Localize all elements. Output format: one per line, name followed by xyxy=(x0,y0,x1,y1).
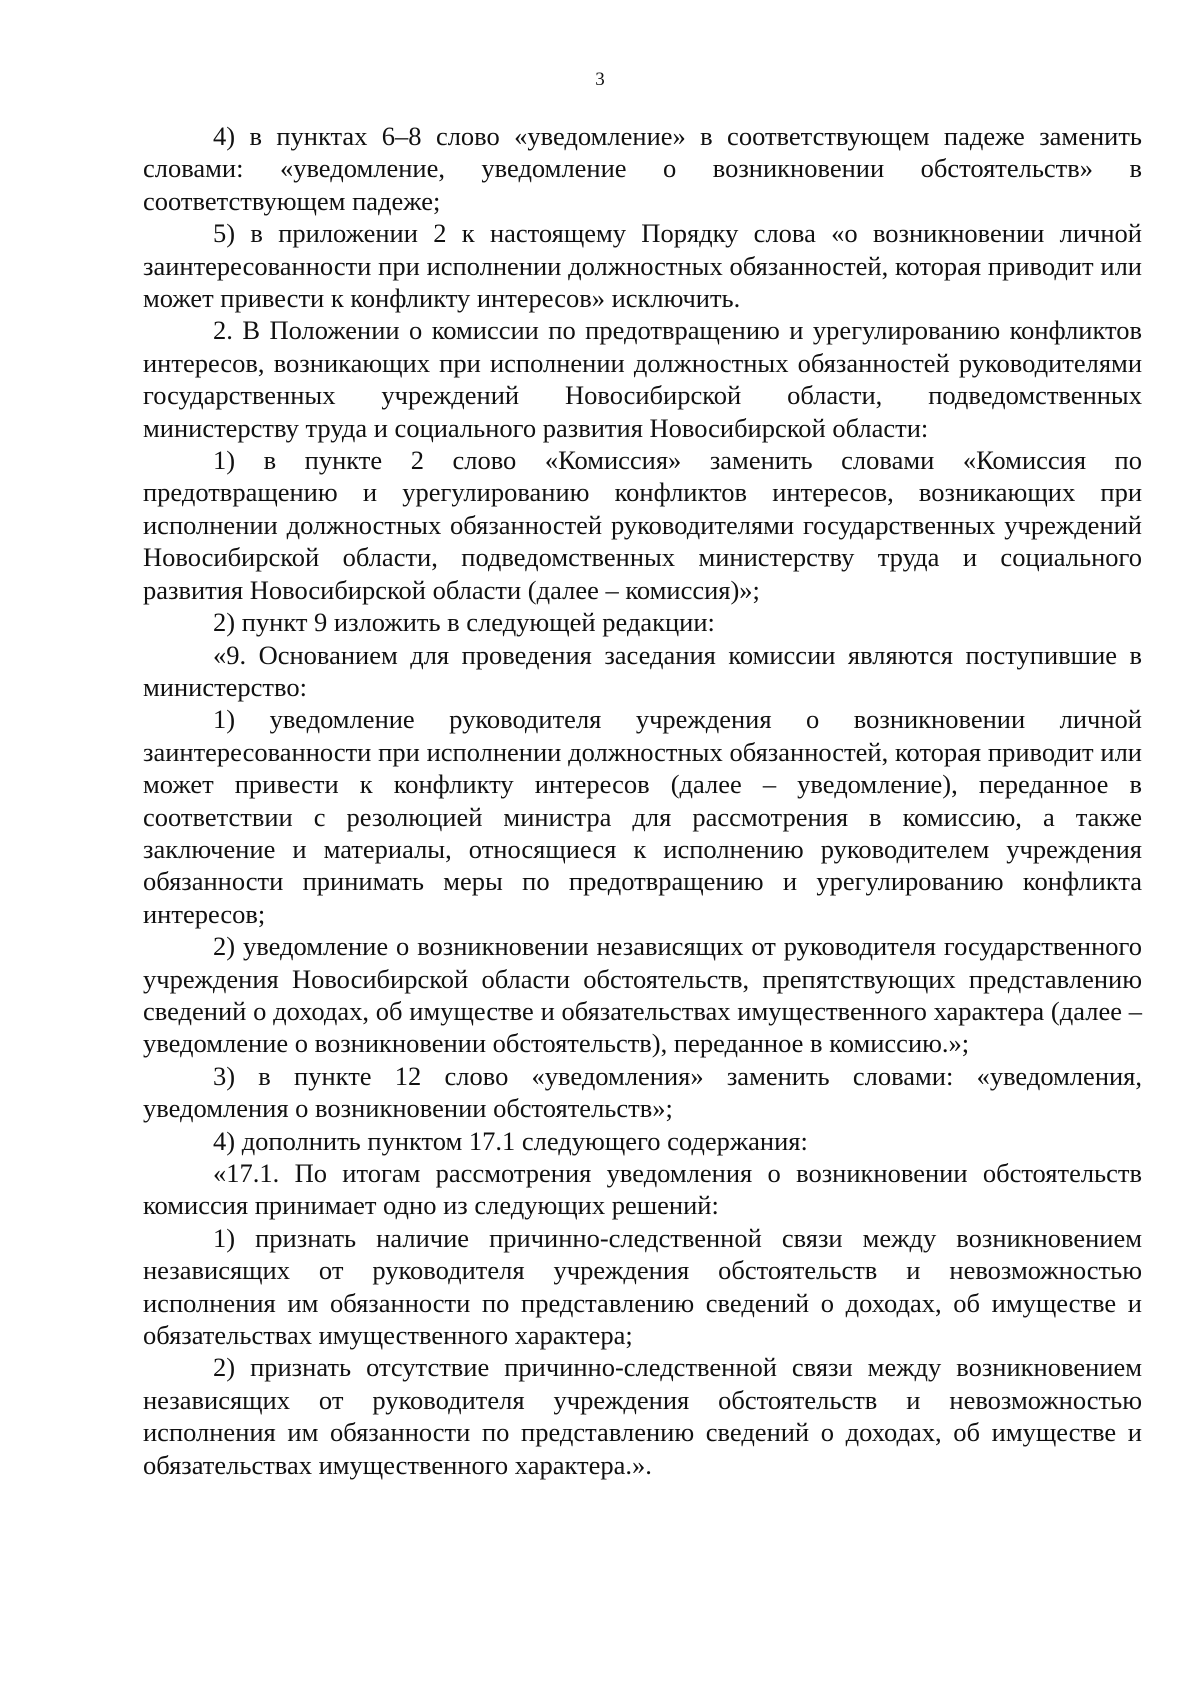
paragraph-item-4: 4) в пунктах 6–8 слово «уведомление» в соответствующем падеже заменить словами: «уведомление, уведомление о возникновении обстоятельств» в соответствующем падеже; xyxy=(143,121,1142,216)
document-body xyxy=(143,120,1142,1481)
paragraph-clause-17-1-item-1: 1) признать наличие причинно-следственной связи между возникновением независящих от руководителя учреждения обстоятельств и невозможностью исполнения им обязанности по представлению сведений о доходах, об имуществе и обязательствах имущественного характера; xyxy=(143,1222,1142,1351)
paragraph-subitem-1: 1) в пункте 2 слово «Комиссия» заменить словами «Комиссия по предотвращению и урегулированию конфликтов интересов, возникающих при исполнении должностных обязанностей руководителями государственных учреждений Новосибирской области, подведомственных министерству труда и социального развития Новосибирской области (далее – комиссия)»; xyxy=(143,445,1142,605)
paragraph-item-5: 5) в приложении 2 к настоящему Порядку слова «о возникновении личной заинтересованности при исполнении должностных обязанностей, которая приводит или может привести к конфликту интересов» исключить. xyxy=(143,218,1142,314)
paragraph-clause-9-item-1: 1) уведомление руководителя учреждения о возникновении личной заинтересованности при исполнении должностных обязанностей, которая приводит или может привести к конфликту интересов (далее – уведомление), переданное в соответствии с резолюцией министра для рассмотрения в комиссию, а также заключение и материалы, относящиеся к исполнению руководителем учреждения обязанности принимать меры по предотвращению и урегулированию конфликта интересов; xyxy=(143,704,1142,929)
paragraph-clause-9-item-2: 2) уведомление о возникновении независящих от руководителя государственного учреждения Новосибирской области обстоятельств, препятствующих представлению сведений о доходах, об имуществе и обязательствах имущественного характера (далее – уведомление о возникновении обстоятельств), переданное в комиссию.»; xyxy=(143,931,1142,1059)
paragraph-subitem-3: 3) в пункте 12 слово «уведомления» заменить словами: «уведомления, уведомления о возникновении обстоятельств»; xyxy=(143,1060,1142,1124)
paragraph-clause-17-1: «17.1. По итогам рассмотрения уведомления о возникновении обстоятельств комиссия принимает одно из следующих решений: xyxy=(143,1158,1142,1221)
paragraph-clause-17-1-item-2: 2) признать отсутствие причинно-следственной связи между возникновением независящих от руководителя учреждения обстоятельств и невозможностью исполнения им обязанности по представлению сведений о доходах, об имуществе и обязательствах имущественного характера.». xyxy=(143,1352,1142,1480)
page-number: 3 xyxy=(595,69,605,90)
paragraph-clause-9: «9. Основанием для проведения заседания комиссии являются поступившие в министерство: xyxy=(143,639,1142,702)
paragraph-subitem-4: 4) дополнить пунктом 17.1 следующего содержания: xyxy=(213,1125,808,1156)
paragraph-subitem-2: 2) пункт 9 изложить в следующей редакции: xyxy=(213,607,715,638)
paragraph-section-2: 2. В Положении о комиссии по предотвращению и урегулированию конфликтов интересов, возникающих при исполнении должностных обязанностей руководителями государственных учреждений Новосибирской области, подведомственных министерству труда и социального развития Новосибирской области: xyxy=(143,315,1142,443)
